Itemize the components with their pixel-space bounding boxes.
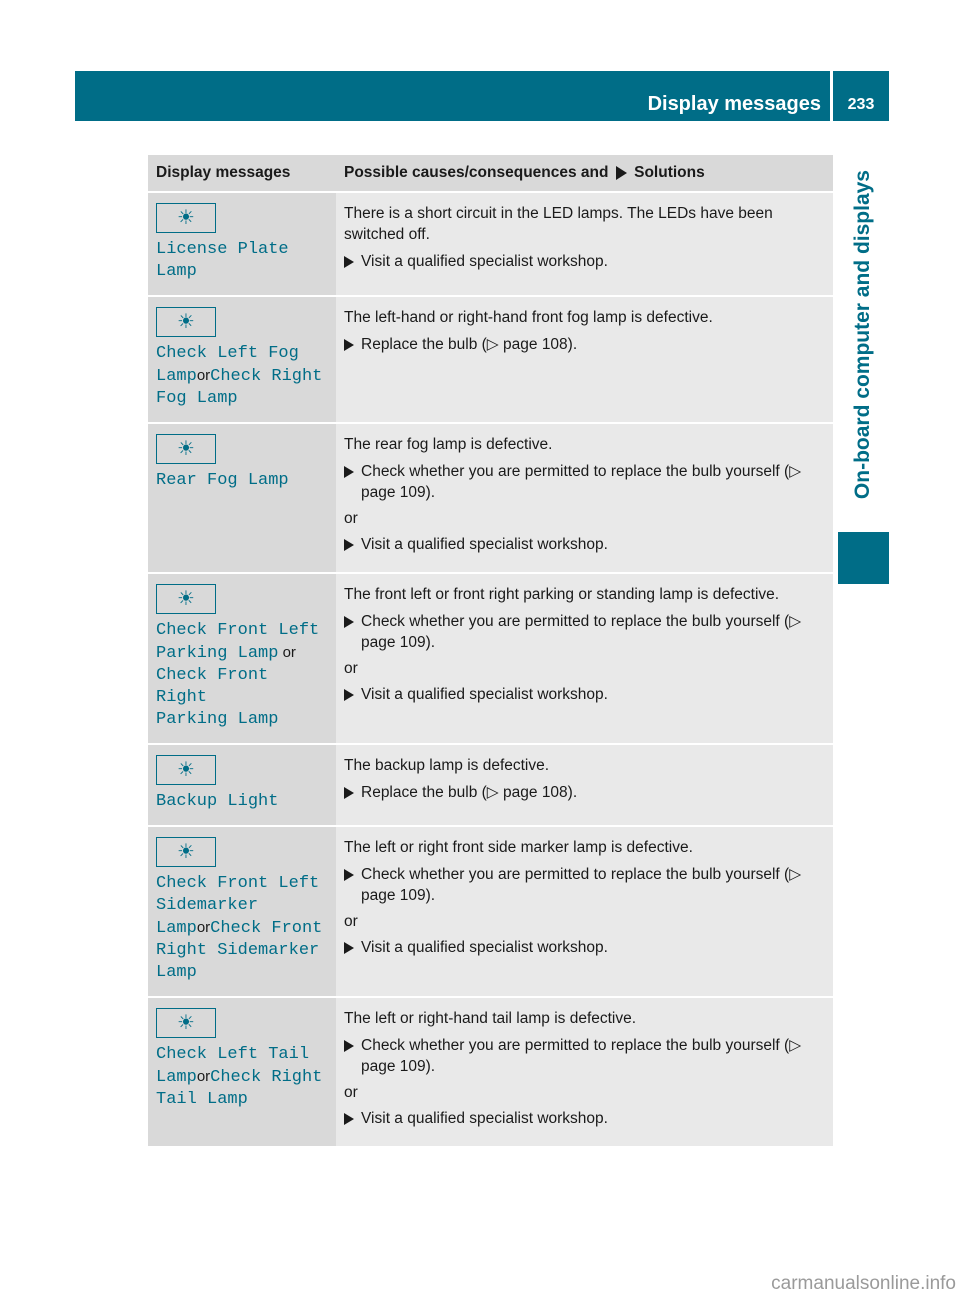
- display-message-fragment: Lamp: [156, 963, 197, 982]
- display-message-line: [156, 1044, 328, 1066]
- display-message-fragment: Right Sidemarker: [156, 941, 320, 960]
- arrow-right-icon: [344, 1113, 354, 1125]
- solution-step: [344, 937, 825, 958]
- lamp-icon: ☀: [156, 755, 216, 785]
- cause-text: The backup lamp is defective.: [344, 757, 550, 774]
- lamp-icon: ☀: [156, 203, 216, 233]
- display-message-line: [156, 470, 328, 492]
- cause-text: There is a short circuit in the LED lamps. The LEDs have been switched off.: [344, 205, 773, 243]
- display-message-fragment: Tail Lamp: [156, 1090, 248, 1109]
- page-number: 233: [847, 96, 875, 113]
- display-message-cell: [148, 573, 336, 744]
- cause-solution-cell: [336, 744, 833, 826]
- table-row: [148, 423, 833, 573]
- solution-step: [344, 611, 825, 653]
- table-header-row: [148, 155, 833, 192]
- lamp-icon: ☀: [156, 1008, 216, 1038]
- cause-solution-cell: [336, 826, 833, 997]
- col-header-solutions: Solutions: [634, 164, 705, 181]
- display-message-cell: [148, 997, 336, 1147]
- arrow-right-icon: [344, 466, 354, 478]
- solution-step-text: Check whether you are permitted to replace the bulb yourself (▷ page 109).: [361, 1037, 802, 1075]
- solution-step: [344, 251, 825, 272]
- solution-step-text: Visit a qualified specialist workshop.: [361, 939, 608, 956]
- or-separator: or: [344, 510, 358, 527]
- display-message-text: [156, 1044, 328, 1111]
- arrow-right-icon: [344, 1040, 354, 1052]
- or-word: or: [196, 367, 211, 384]
- display-message-fragment: Rear Fog Lamp: [156, 471, 289, 490]
- display-message-text: [156, 791, 328, 813]
- display-message-line: [156, 642, 328, 665]
- display-message-fragment: License Plate Lamp: [156, 240, 289, 281]
- header-divider: [830, 71, 833, 121]
- display-message-fragment: Check Right: [210, 367, 323, 386]
- display-message-line: [156, 962, 328, 984]
- cause-solution-cell: [336, 997, 833, 1147]
- table-row: [148, 744, 833, 826]
- arrow-right-icon: [344, 942, 354, 954]
- display-message-cell: [148, 826, 336, 997]
- lamp-icon: ☀: [156, 307, 216, 337]
- arrow-right-icon: [616, 166, 627, 180]
- display-message-line: [156, 620, 328, 642]
- solution-step-text: Replace the bulb (▷ page 108).: [361, 336, 578, 353]
- lamp-icon: ☀: [156, 434, 216, 464]
- solution-step-text: Check whether you are permitted to replace the bulb yourself (▷ page 109).: [361, 613, 802, 651]
- arrow-right-icon: [344, 339, 354, 351]
- solution-step-text: Replace the bulb (▷ page 108).: [361, 784, 578, 801]
- col-header-display-messages: Display messages: [148, 155, 336, 192]
- display-message-line: [156, 1089, 328, 1111]
- col-header-causes: Possible causes/consequences and: [344, 164, 609, 181]
- display-message-cell: [148, 744, 336, 826]
- cause-solution-cell: [336, 192, 833, 296]
- solution-step: [344, 1108, 825, 1129]
- lamp-icon: ☀: [156, 837, 216, 867]
- lamp-icon: ☀: [156, 584, 216, 614]
- solution-step: [344, 1035, 825, 1077]
- solution-step: [344, 864, 825, 906]
- display-message-fragment: Check Front Right: [156, 666, 269, 707]
- display-message-fragment: Check Left Fog: [156, 344, 299, 363]
- display-message-fragment: Lamp: [156, 1068, 197, 1087]
- arrow-right-icon: [344, 869, 354, 881]
- display-message-fragment: Check Front Left: [156, 874, 320, 893]
- display-message-line: [156, 791, 328, 813]
- solution-step: [344, 334, 825, 355]
- page-title: Display messages: [647, 93, 821, 115]
- or-separator: or: [344, 913, 358, 930]
- display-message-text: [156, 620, 328, 731]
- display-message-cell: [148, 423, 336, 573]
- display-messages-table: [148, 155, 833, 1148]
- display-message-fragment: Parking Lamp: [156, 644, 279, 663]
- display-message-line: [156, 709, 328, 731]
- display-message-fragment: Lamp: [156, 919, 197, 938]
- display-message-line: [156, 239, 328, 283]
- display-message-text: [156, 239, 328, 283]
- display-message-fragment: Sidemarker: [156, 896, 259, 915]
- display-message-text: [156, 343, 328, 410]
- section-marker: [838, 532, 889, 584]
- cause-solution-cell: [336, 423, 833, 573]
- display-message-text: [156, 873, 328, 984]
- or-word: or: [196, 1068, 211, 1085]
- or-word: or: [196, 919, 211, 936]
- arrow-right-icon: [344, 689, 354, 701]
- cause-text: The left or right front side marker lamp is defective.: [344, 839, 693, 856]
- arrow-right-icon: [344, 787, 354, 799]
- display-message-fragment: Check Front: [210, 919, 323, 938]
- table-row: [148, 997, 833, 1147]
- display-message-cell: [148, 296, 336, 423]
- solution-step: [344, 684, 825, 705]
- watermark: carmanualsonline.info: [771, 1273, 956, 1294]
- display-message-line: [156, 365, 328, 388]
- section-tab-label: On-board computer and displays: [851, 170, 874, 500]
- display-message-line: [156, 388, 328, 410]
- display-message-fragment: Check Left Tail: [156, 1045, 310, 1064]
- solution-step-text: Visit a qualified specialist workshop.: [361, 536, 608, 553]
- or-separator: or: [344, 660, 358, 677]
- table-row: [148, 192, 833, 296]
- display-message-text: [156, 470, 328, 492]
- table-row: [148, 573, 833, 744]
- cause-text: The rear fog lamp is defective.: [344, 436, 553, 453]
- solution-step-text: Visit a qualified specialist workshop.: [361, 253, 608, 270]
- solution-step: [344, 782, 825, 803]
- solution-step-text: Visit a qualified specialist workshop.: [361, 686, 608, 703]
- display-message-line: [156, 665, 328, 709]
- cause-solution-cell: [336, 573, 833, 744]
- display-message-line: [156, 873, 328, 895]
- solution-step-text: Check whether you are permitted to replace the bulb yourself (▷ page 109).: [361, 866, 802, 904]
- solution-step: [344, 534, 825, 555]
- display-message-cell: [148, 192, 336, 296]
- display-message-fragment: Fog Lamp: [156, 389, 238, 408]
- display-message-line: [156, 1066, 328, 1089]
- cause-text: The left-hand or right-hand front fog lamp is defective.: [344, 309, 713, 326]
- display-message-line: [156, 895, 328, 917]
- display-message-fragment: Check Right: [210, 1068, 323, 1087]
- display-message-fragment: Parking Lamp: [156, 710, 279, 729]
- arrow-right-icon: [344, 256, 354, 268]
- display-message-line: [156, 917, 328, 940]
- table-row: [148, 826, 833, 997]
- cause-text: The front left or front right parking or standing lamp is defective.: [344, 586, 780, 603]
- display-message-line: [156, 940, 328, 962]
- solution-step-text: Visit a qualified specialist workshop.: [361, 1110, 608, 1127]
- table-row: [148, 296, 833, 423]
- or-separator: or: [344, 1084, 358, 1101]
- display-message-fragment: Lamp: [156, 367, 197, 386]
- col-header-causes-solutions: [336, 155, 833, 192]
- arrow-right-icon: [344, 539, 354, 551]
- or-word: or: [278, 644, 296, 661]
- cause-text: The left or right-hand tail lamp is defective.: [344, 1010, 637, 1027]
- display-message-line: [156, 343, 328, 365]
- solution-step: [344, 461, 825, 503]
- solution-step-text: Check whether you are permitted to replace the bulb yourself (▷ page 109).: [361, 463, 802, 501]
- arrow-right-icon: [344, 616, 354, 628]
- display-message-fragment: Backup Light: [156, 792, 279, 811]
- cause-solution-cell: [336, 296, 833, 423]
- display-message-fragment: Check Front Left: [156, 621, 320, 640]
